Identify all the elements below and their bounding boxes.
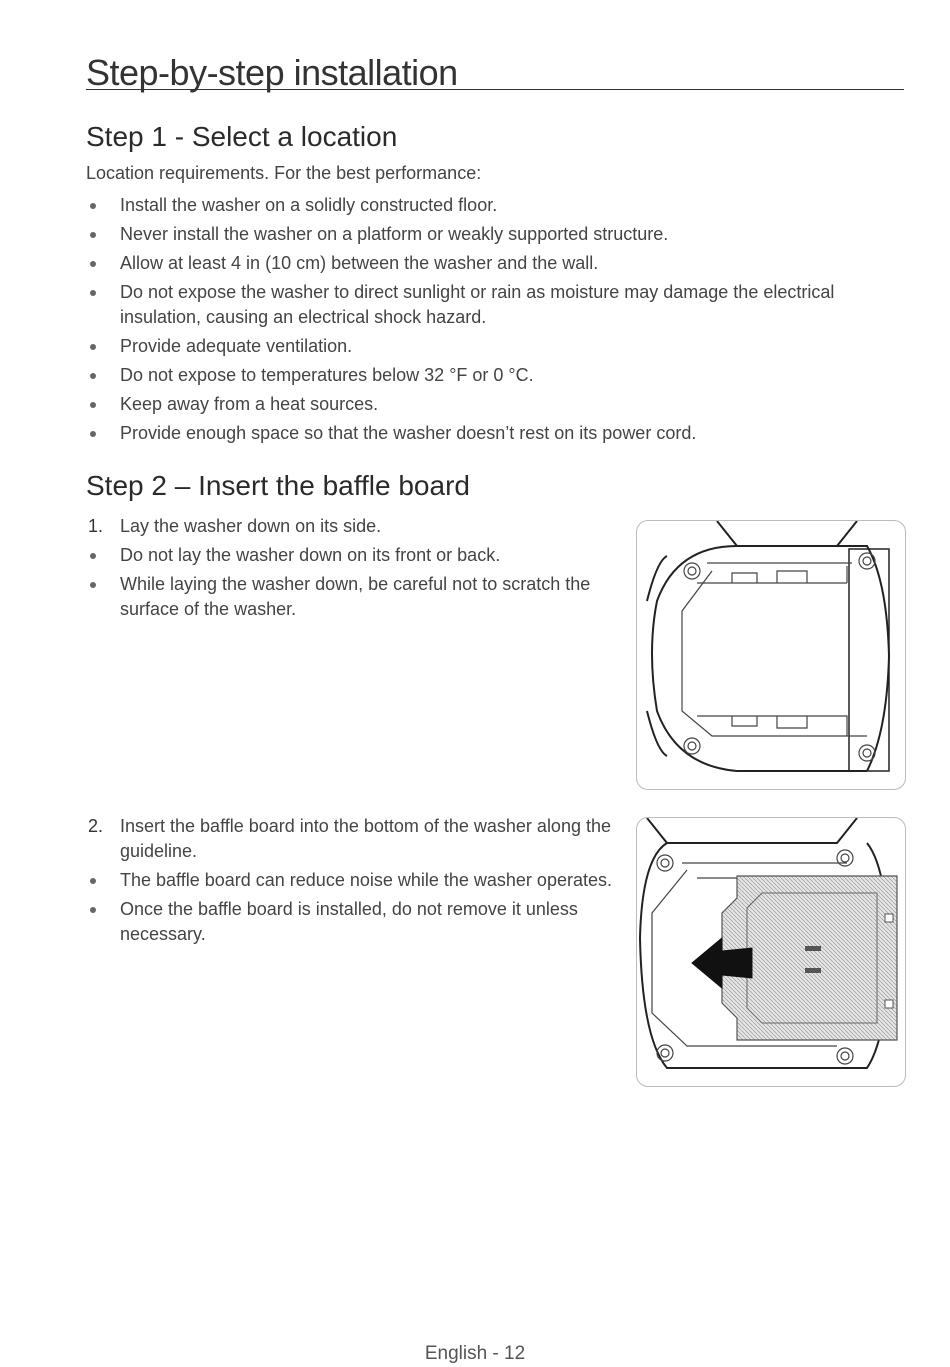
step1-heading: Step 1 - Select a location [86,121,398,152]
list-item-text: The baffle board can reduce noise while the washer operates. [120,870,612,890]
step2-item1-bullets [86,543,616,622]
numbered-step [86,514,616,539]
list-item-text: Allow at least 4 in (10 cm) between the washer and the wall. [120,253,599,273]
bullet-icon [90,344,96,350]
bullet-icon [90,373,96,379]
title-rule [86,89,904,90]
bullet-icon [90,290,96,296]
list-item [86,193,876,218]
step2-heading: Step 2 – Insert the baffle board [86,470,470,501]
step2-item2-bullets [86,868,631,947]
list-item-text: Do not expose to temperatures below 32 °F or 0 °C. [120,365,534,385]
step-text: Lay the washer down on its side. [120,516,382,536]
list-item-text: Install the washer on a solidly constructed floor. [120,195,498,215]
list-item-text: While laying the washer down, be careful not to scratch the surface of the washer. [120,574,591,619]
numbered-step [86,814,631,864]
washer-bottom-icon [637,521,905,789]
list-item-text: Once the baffle board is installed, do not remove it unless necessary. [120,899,578,944]
baffle-board-icon [637,818,905,1086]
list-item [86,868,631,893]
bullet-icon [90,431,96,437]
list-item [86,421,876,446]
list-item [86,543,616,568]
page-footer: English - 12 [424,1343,526,1364]
list-item [86,363,876,388]
list-item-text: Do not expose the washer to direct sunlight or rain as moisture may damage the electrical insulation, causing an electrical shock hazard. [120,282,835,327]
baffle-board-insertion-illustration [636,817,906,1087]
step2-item1 [86,514,616,626]
bullet-icon [90,402,96,408]
list-item [86,572,616,622]
bullet-icon [90,907,96,913]
list-item-text: Provide enough space so that the washer doesn’t rest on its power cord. [120,423,697,443]
list-item-text: Keep away from a heat sources. [120,394,379,414]
step-number: 1. [88,516,104,536]
bullet-icon [90,582,96,588]
step-number: 2. [88,816,104,836]
list-item [86,897,631,947]
washer-bottom-illustration [636,520,906,790]
bullet-icon [90,261,96,267]
bullet-icon [90,232,96,238]
step2-item2 [86,814,631,951]
list-item-text: Provide adequate ventilation. [120,336,353,356]
list-item [86,280,876,330]
list-item [86,222,876,247]
step1-bullet-list [86,193,876,450]
list-item [86,334,876,359]
bullet-icon [90,203,96,209]
step-text: Insert the baffle board into the bottom of the washer along the guideline. [120,816,611,861]
page-title: Step-by-step installation [86,52,458,93]
step1-intro: Location requirements. For the best performance: [86,163,482,183]
list-item-text: Never install the washer on a platform or weakly supported structure. [120,224,669,244]
bullet-icon [90,553,96,559]
bullet-icon [90,878,96,884]
list-item-text: Do not lay the washer down on its front or back. [120,545,501,565]
list-item [86,392,876,417]
list-item [86,251,876,276]
